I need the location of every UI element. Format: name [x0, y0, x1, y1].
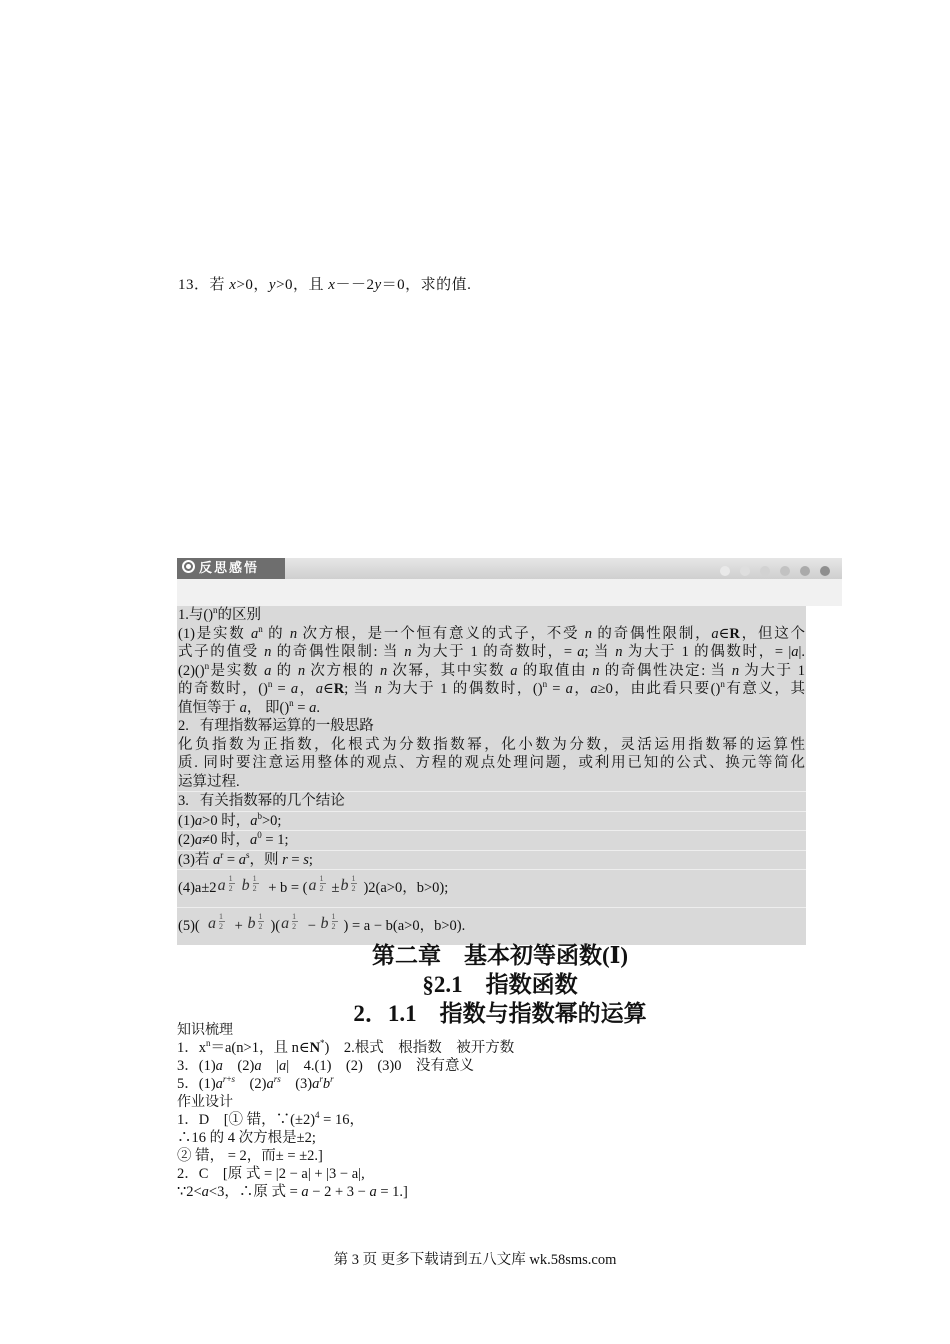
answer-line: ② 错， = 2，而± = ±2.] [177, 1148, 323, 1164]
frac-power-b: b 1 2 [241, 873, 257, 894]
formula-4: (4)a±2 a 1 2 b 1 2 + b = ( a 1 2 ± b 1 2 )2(a>0，b>0); [177, 869, 806, 907]
reflection-line: (1)是实数 $a^n$ 的 n 次方根，是一个恒有意义的式子，不受 n 的奇偶性限制，a∈R，但这个 [178, 623, 806, 642]
banner-tab [177, 558, 285, 579]
frac-power-a: a 1 2 [208, 911, 223, 932]
frac-power-b: b 1 2 [320, 911, 336, 932]
reflection-line: 3. 有关指数幂的几个结论 [177, 791, 806, 811]
answer-line: 3．(1)a (2)a |a| 4.(1) (2) (3)0 没有意义 [177, 1058, 474, 1074]
frac-power-a: a 1 2 [308, 873, 324, 894]
reflection-line: (3)若 $a^r = a^s$，则 r = s; [177, 850, 806, 870]
reflection-line: 1.与()$^n$的区别 [178, 605, 262, 623]
reflection-line: 质. 同时要注意运用整体的观点、方程的观点处理问题，或利用已知的公式、换元等简化 [178, 755, 805, 771]
answer-line: 2．C [原 式 = |2 − a| + |3 − a|, [177, 1166, 365, 1182]
reflection-line: (1)a>0 时，$a^b>0$; [177, 811, 806, 831]
frac-power-b: b 1 2 [340, 873, 356, 894]
page-footer: 第 3 页 更多下载请到五八文库 wk.58sms.com [333, 1252, 617, 1268]
banner-dot [800, 566, 810, 576]
reflection-line: 运算过程. [178, 773, 240, 790]
reflection-line: 值恒等于 a， 即()$^n$ = a. [178, 697, 320, 716]
formula-5: (5)( a 1 2 + b 1 2 )( a 1 2 − b 1 2 ) = a − b(a>0，b>0). [177, 907, 806, 945]
frac-power-a: a 1 2 [281, 911, 297, 932]
answer-line: 1．$x^n=a(n>1$，且 n∈N*) 2.根式 根指数 被开方数 [177, 1038, 515, 1056]
target-icon [182, 560, 195, 573]
reflection-line: (2)a≠0 时，$a^0 = 1$; [177, 830, 806, 850]
banner-dot [760, 566, 770, 576]
banner-dot [820, 566, 830, 576]
reflection-line: 式子的值受 n 的奇偶性限制: 当 n 为大于 1 的奇数时，= a; 当 n 为大于 1 的偶数时，= |a|. [178, 644, 806, 660]
homework-title: 作业设计 [177, 1094, 233, 1110]
reflection-line: 的奇数时，()$^n$ = a，a∈R; 当 n 为大于 1 的偶数时，()$^n$ = a，a≥0，由此看只要()$^n$有意义，其 [178, 679, 806, 697]
reflection-line: 2. 有理指数幂运算的一般思路 [178, 718, 374, 734]
answers [177, 1021, 514, 1201]
section-title: §2.1 指数函数 [422, 972, 578, 997]
subsection-title: 2．1.1 指数与指数幂的运算 [353, 1001, 647, 1026]
banner-dot [780, 566, 790, 576]
frac-power-b: b 1 2 [247, 911, 263, 932]
reflection-line: 化负指数为正指数，化根式为分数指数幂，化小数为分数，灵活运用指数幂的运算性 [178, 736, 805, 753]
frac-power-a: a 1 2 [217, 873, 233, 894]
banner-dot [740, 566, 750, 576]
answer-line: ∴16 的 4 次方根是±2; [177, 1130, 316, 1146]
answer-line: 1．D [① 错，$\because(\pm 2)^4 = 16$， [177, 1110, 364, 1128]
banner-dot [720, 566, 730, 576]
question-13: 13．若 x>0，y>0，且 x－－2y＝0，求的值. [178, 277, 472, 293]
answer-line: ∵2<a<3，∴原 式 = a − 2 + 3 − a = 1.] [177, 1184, 408, 1200]
reflection-banner [177, 558, 842, 606]
banner-sub [177, 579, 842, 606]
chapter-title: 第二章 基本初等函数(Ⅰ) [371, 943, 629, 968]
knowledge-title: 知识梳理 [177, 1022, 233, 1038]
reflection-box [177, 606, 806, 945]
reflection-line: (2)()$^n$是实数 a 的 n 次方根的 n 次幂，其中实数 a 的取值由 n 的奇偶性决定: 当 n 为大于 1 [178, 660, 806, 679]
answer-line: 5．$(1)a^{r+s}$ $(2)a^{rs}$ $(3)a^rb^r$ [177, 1074, 334, 1092]
banner-title: 反思感悟 [199, 561, 260, 576]
